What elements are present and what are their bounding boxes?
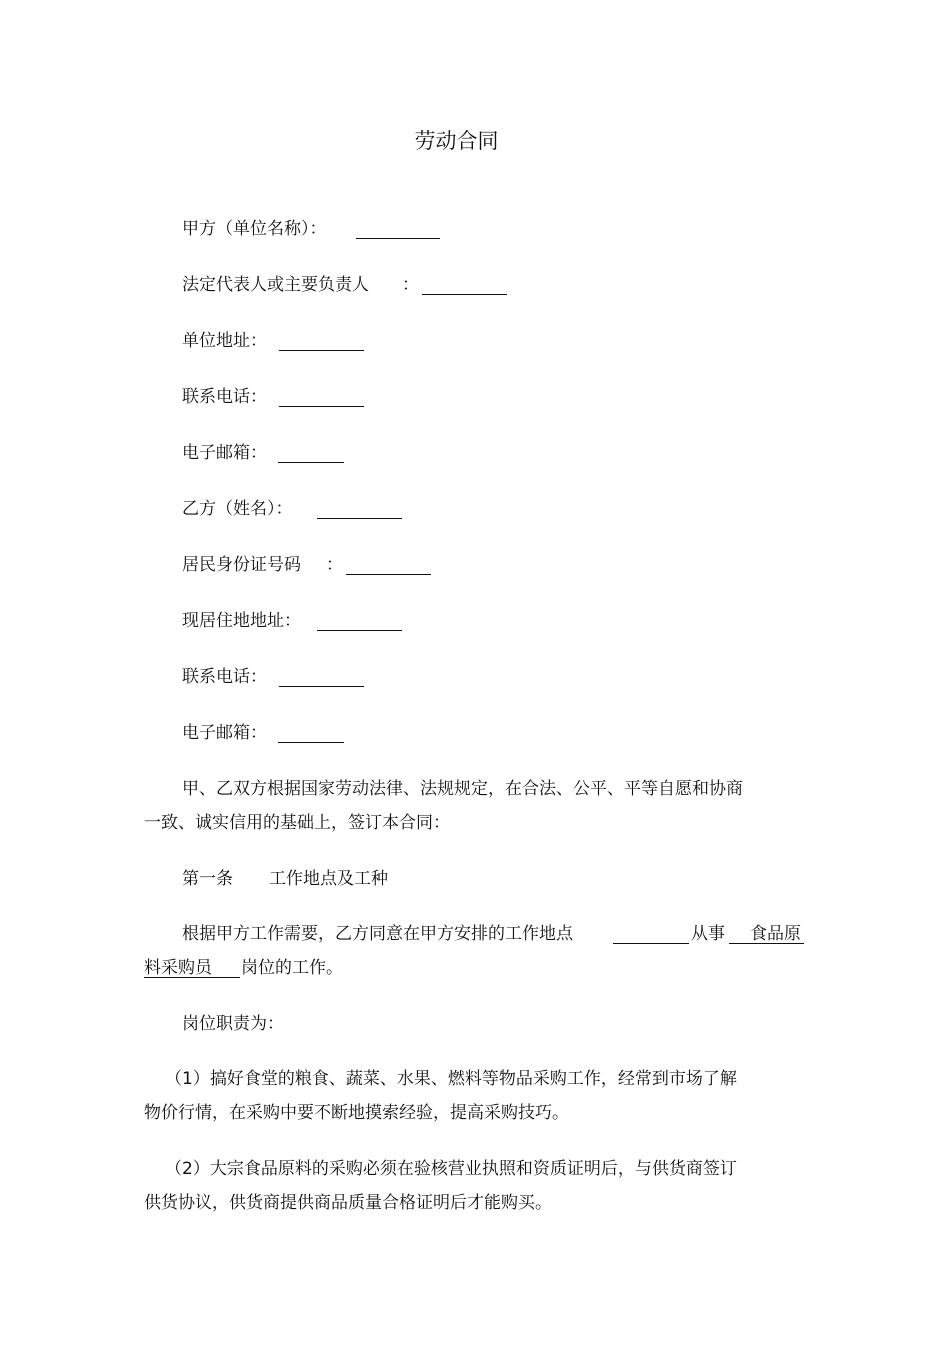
party-b-name-blank[interactable] <box>317 518 402 519</box>
party-b-address-label: 现居住地地址： <box>182 611 301 631</box>
id-number-colon: ： <box>326 555 343 575</box>
id-number-label: 居民身份证号码 <box>182 555 301 575</box>
party-a-phone-blank[interactable] <box>279 406 364 407</box>
party-a-name-blank[interactable] <box>356 238 440 239</box>
document-title: 劳动合同 <box>414 129 499 153</box>
party-b-phone-blank[interactable] <box>279 686 364 687</box>
party-b-phone-label: 联系电话： <box>182 667 267 687</box>
party-a-address-label: 单位地址： <box>182 331 267 351</box>
party-b-email-label: 电子邮箱： <box>182 723 267 743</box>
legal-rep-colon: ： <box>402 275 419 295</box>
duty-item-1-line-1: （1）搞好食堂的粮食、蔬菜、水果、燃料等物品采购工作，经常到市场了解 <box>165 1069 737 1089</box>
duty-item-2-line-1: （2）大宗食品原料的采购必须在验核营业执照和资质证明后，与供货商签订 <box>165 1159 737 1179</box>
party-b-name-label: 乙方（姓名）： <box>182 499 293 519</box>
party-a-phone-label: 联系电话： <box>182 387 267 407</box>
duty-item-1-line-2: 物价行情，在采购中要不断地摸索经验，提高采购技巧。 <box>144 1103 569 1123</box>
party-a-address-blank[interactable] <box>279 350 364 351</box>
legal-rep-label: 法定代表人或主要负责人 <box>182 275 369 295</box>
party-a-name-label: 甲方（单位名称）： <box>182 219 327 239</box>
article-1-body-suffix: 岗位的工作。 <box>241 958 343 978</box>
party-b-address-blank[interactable] <box>317 630 402 631</box>
article-1-heading: 工作地点及工种 <box>269 869 388 889</box>
article-1-body-mid: 从事 <box>691 924 725 944</box>
legal-rep-blank[interactable] <box>422 294 507 295</box>
job-title-part-2: 料采购员 <box>144 958 212 978</box>
intro-line-2: 一致、诚实信用的基础上，签订本合同： <box>144 813 450 833</box>
duty-item-2-line-2: 供货协议，供货商提供商品质量合格证明后才能购买。 <box>144 1193 552 1213</box>
party-a-email-label: 电子邮箱： <box>182 443 267 463</box>
intro-line-1: 甲、乙双方根据国家劳动法律、法规规定，在合法、公平、平等自愿和协商 <box>182 779 743 799</box>
article-1-body-prefix: 根据甲方工作需要，乙方同意在甲方安排的工作地点 <box>182 924 573 944</box>
duties-heading: 岗位职责为： <box>182 1014 284 1034</box>
work-location-blank[interactable] <box>613 943 689 944</box>
article-1-number: 第一条 <box>182 869 233 889</box>
job-title-part-1: 食品原 <box>750 924 801 944</box>
party-b-email-blank[interactable] <box>278 742 344 743</box>
id-number-blank[interactable] <box>346 574 431 575</box>
party-a-email-blank[interactable] <box>278 462 344 463</box>
